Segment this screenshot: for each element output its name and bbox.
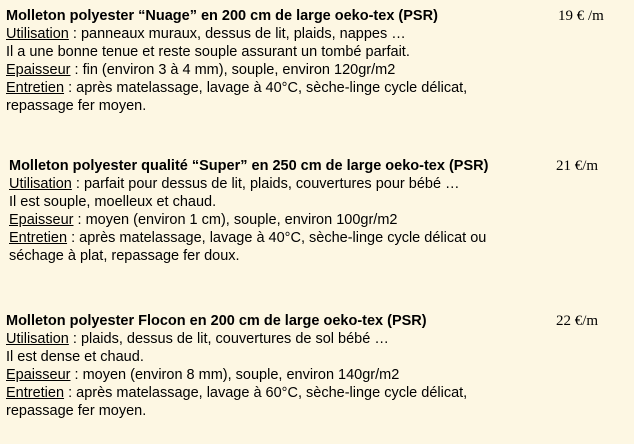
epaisseur-line — [6, 61, 546, 79]
entretien-line-continued: repassage fer moyen. — [6, 403, 147, 419]
epaisseur-text: : moyen (environ 1 cm), souple, environ 100gr/m2 — [73, 212, 398, 228]
utilisation-line — [9, 175, 549, 193]
product-block-flocon — [6, 312, 546, 420]
utilisation-text: : panneaux muraux, dessus de lit, plaids, nappes … — [68, 26, 406, 42]
utilisation-text: : parfait pour dessus de lit, plaids, couvertures pour bébé … — [71, 176, 460, 192]
product-block-super — [9, 157, 549, 265]
product-title: Molleton polyester qualité “Super” en 250 cm de large oeko-tex (PSR) — [9, 158, 489, 174]
epaisseur-text: : fin (environ 3 à 4 mm), souple, environ 120gr/m2 — [70, 62, 396, 78]
utilisation-label: Utilisation — [6, 26, 69, 42]
epaisseur-label: Epaisseur — [6, 367, 71, 383]
epaisseur-text: : moyen (environ 8 mm), souple, environ 140gr/m2 — [70, 367, 400, 383]
utilisation-label: Utilisation — [6, 331, 69, 347]
epaisseur-label: Epaisseur — [9, 212, 74, 228]
product-price: 22 €/m — [556, 313, 599, 329]
entretien-line — [6, 79, 546, 97]
epaisseur-line — [6, 366, 546, 384]
entretien-line-continued: repassage fer moyen. — [6, 98, 147, 114]
utilisation-line — [6, 330, 546, 348]
entretien-line-continued: séchage à plat, repassage fer doux. — [9, 248, 240, 264]
product-block-nuage — [6, 7, 546, 115]
epaisseur-line — [9, 211, 549, 229]
product-price: 21 €/m — [556, 158, 599, 174]
entretien-label: Entretien — [6, 80, 65, 96]
product-price: 19 € /m — [558, 8, 604, 24]
entretien-line — [6, 384, 546, 402]
description-line: Il a une bonne tenue et reste souple assurant un tombé parfait. — [6, 44, 410, 60]
utilisation-text: : plaids, dessus de lit, couvertures de sol bébé … — [68, 331, 389, 347]
epaisseur-label: Epaisseur — [6, 62, 71, 78]
entretien-label: Entretien — [9, 230, 68, 246]
entretien-line — [9, 229, 549, 247]
product-title: Molleton polyester “Nuage” en 200 cm de large oeko-tex (PSR) — [6, 8, 438, 24]
entretien-text: : après matelassage, lavage à 40°C, sèche-linge cycle délicat, — [64, 80, 468, 96]
entretien-text: : après matelassage, lavage à 40°C, sèche-linge cycle délicat ou — [67, 230, 487, 246]
description-line: Il est dense et chaud. — [6, 349, 144, 365]
utilisation-label: Utilisation — [9, 176, 72, 192]
entretien-label: Entretien — [6, 385, 65, 401]
product-title: Molleton polyester Flocon en 200 cm de large oeko-tex (PSR) — [6, 313, 427, 329]
description-line: Il est souple, moelleux et chaud. — [9, 194, 217, 210]
utilisation-line — [6, 25, 546, 43]
entretien-text: : après matelassage, lavage à 60°C, sèche-linge cycle délicat, — [64, 385, 468, 401]
